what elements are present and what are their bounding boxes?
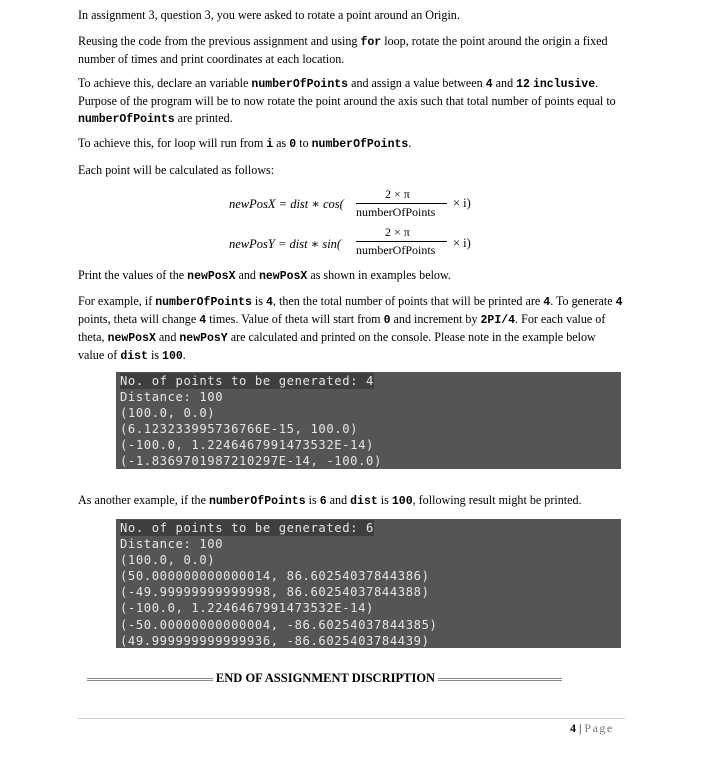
equation-y-lhs: newPosY = dist ∗ sin( — [229, 237, 342, 251]
reuse-paragraph: Reusing the code from the previous assignment and using for loop, rotate the point around the origin a fixed number of times and print coordinates at each location. — [78, 34, 608, 66]
equation-y-denominator: numberOfPoints — [356, 243, 436, 257]
console-line: Distance: 100 — [120, 537, 224, 552]
footer-divider — [78, 718, 625, 719]
right-rule — [438, 678, 562, 681]
equation-x-fraction-bar — [356, 203, 447, 204]
console-line: (50.000000000000014, 86.60254037844386) — [120, 569, 430, 584]
calc-paragraph: Each point will be calculated as follows: — [78, 163, 275, 177]
equation-y-numerator: 2 × π — [385, 225, 410, 239]
example2-paragraph: As another example, if the numberOfPoints is 6 and dist is 100, following result might be printed. — [78, 493, 582, 508]
console-line: (-100.0, 1.2246467991473532E-14) — [120, 601, 374, 616]
console-output-example-1 — [116, 372, 621, 469]
left-rule — [87, 678, 213, 681]
page-number — [570, 721, 614, 736]
declare-paragraph: To achieve this, declare an variable numberOfPoints and assign a value between 4 and 12 inclusive. Purpose of the program will be to now rotate the point around the axis such that total number of points equal to numberOfPoints are printed. — [78, 76, 616, 126]
console-output-example-2 — [116, 519, 621, 648]
end-marker-text: END OF ASSIGNMENT DISCRIPTION — [215, 671, 436, 685]
end-of-assignment-marker — [80, 671, 569, 686]
console-line: Distance: 100 — [120, 390, 224, 405]
equation-x-lhs: newPosX = dist ∗ cos( — [229, 197, 344, 211]
console-line: (49.999999999999936, -86.6025403784439) — [120, 633, 430, 648]
intro-paragraph: In assignment 3, question 3, you were asked to rotate a point around an Origin. — [78, 8, 460, 22]
console-line: (100.0, 0.0) — [120, 553, 216, 568]
equation-y-tail: × i) — [453, 236, 471, 250]
console-line: (-50.00000000000004, -86.60254037844385) — [120, 617, 438, 632]
equation-x-tail: × i) — [453, 196, 471, 210]
equation-y-fraction-bar — [356, 241, 447, 242]
console-line: (6.123233995736766E-15, 100.0) — [120, 422, 359, 437]
console-line: (-100.0, 1.2246467991473532E-14) — [120, 438, 374, 453]
console-line: No. of points to be generated: 6 — [120, 521, 374, 535]
example1-paragraph: For example, if numberOfPoints is 4, then the total number of points that will be printed are 4. To generate 4 points, theta will change 4 times. Value of theta will start from 0 and increment by 2PI/4. For each value of theta, newPosX and newPosY are calculated and printed on the console. Please note in the example below value of dist is 100. — [78, 294, 623, 363]
page-number-value: 4 — [570, 721, 576, 735]
page-separator: | — [579, 721, 582, 735]
console-line: No. of points to be generated: 4 — [120, 374, 374, 388]
equation-x-denominator: numberOfPoints — [356, 205, 436, 219]
print-paragraph: Print the values of the newPosX and newPosX as shown in examples below. — [78, 268, 451, 283]
page-label: Page — [584, 721, 614, 735]
console-line: (-49.99999999999998, 86.60254037844388) — [120, 585, 430, 600]
console-line: (-1.8369701987210297E-14, -100.0) — [120, 454, 382, 469]
console-line: (100.0, 0.0) — [120, 406, 216, 421]
loop-paragraph: To achieve this, for loop will run from i as 0 to numberOfPoints. — [78, 136, 412, 151]
equation-x-numerator: 2 × π — [385, 187, 410, 201]
